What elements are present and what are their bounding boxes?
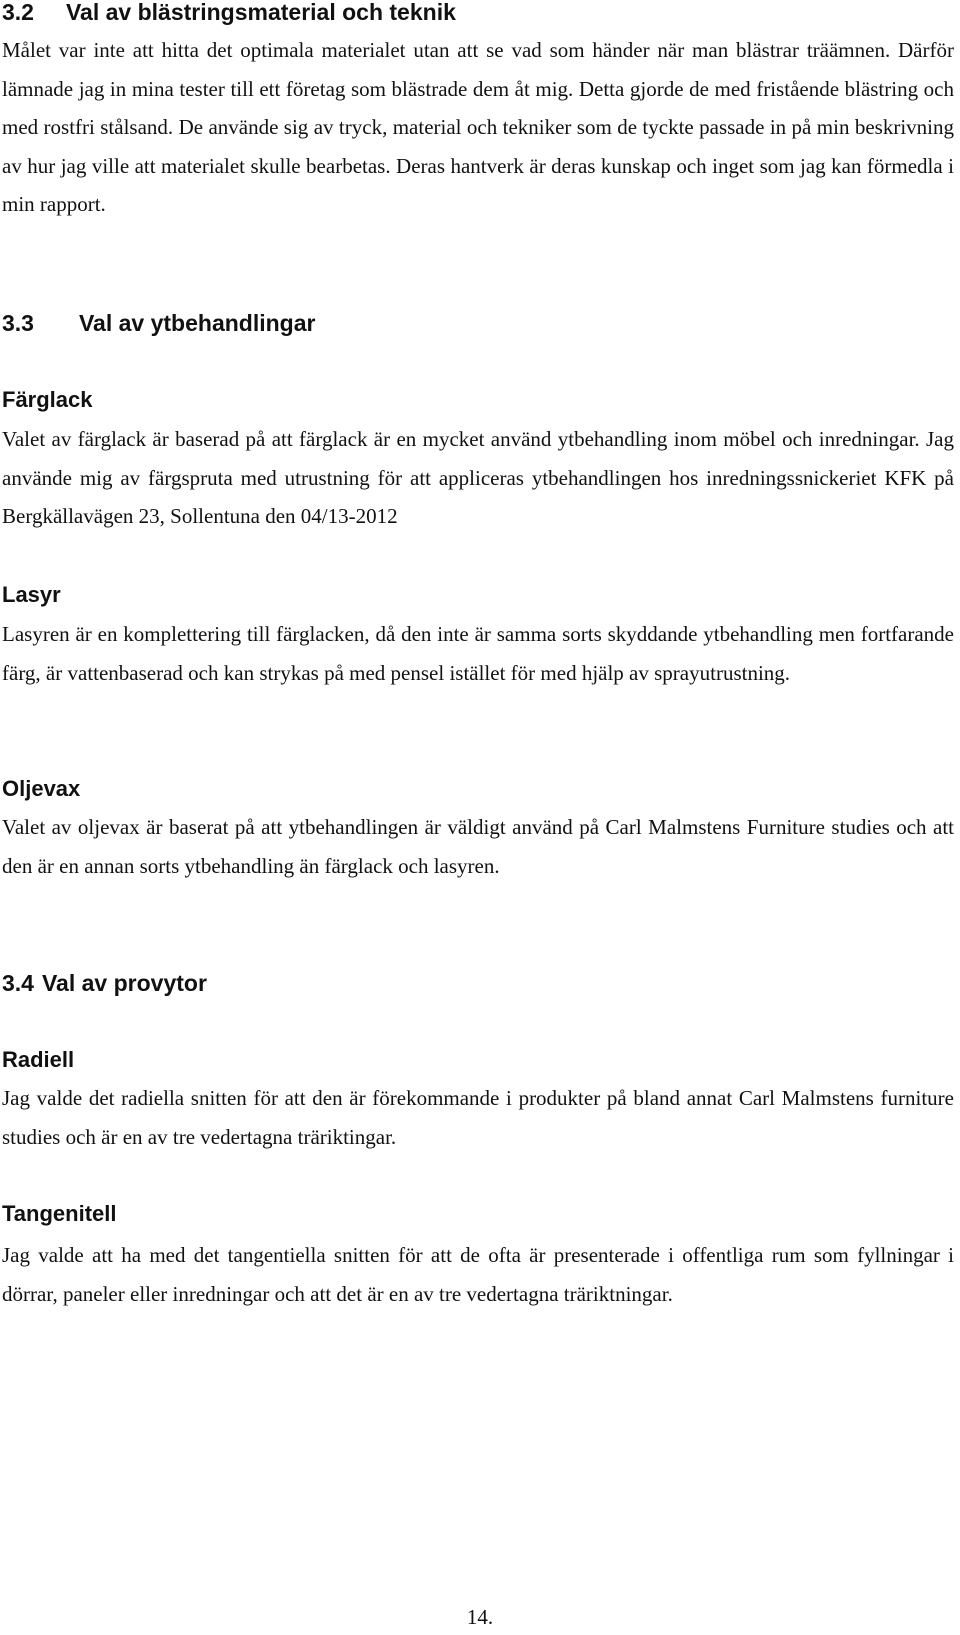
radiell-heading: Radiell xyxy=(2,1047,75,1072)
section-title: Val av provytor xyxy=(41,970,207,996)
oljevax-body: Valet av oljevax är baserat på att ytbehandlingen är väldigt använd på Carl Malmstens Furniture studies och att den är en annan sorts ytbehandling än färglack och lasyren. xyxy=(2,815,954,878)
section-3-2-heading xyxy=(2,0,456,26)
radiell-body: Jag valde det radiella snitten för att den är förekommande i produkter på bland annat Carl Malmstens furniture studies och är en av tre vedertagna träriktingar. xyxy=(2,1086,954,1149)
section-title: Val av blästringsmaterial och teknik xyxy=(65,0,456,25)
tangenitell-heading: Tangenitell xyxy=(2,1201,117,1226)
section-number: 3.2 xyxy=(2,0,34,25)
farglack-heading: Färglack xyxy=(2,387,93,412)
section-3-2-body: Målet var inte att hitta det optimala materialet utan att se vad som händer när man blästrar träämnen. Därför lämnade jag in mina tester till ett företag som blästrade dem åt mig. Detta gjorde de med fristående blästring och med rostfri stålsand. De använde sig av tryck, material och tekniker som de tyckte passade in på min beskrivning av hur jag ville att materialet skulle bearbetas. Deras hantverk är deras kunskap och inget som jag kan förmedla i min rapport. xyxy=(2,38,954,216)
section-3-4-heading xyxy=(2,969,207,997)
oljevax-heading: Oljevax xyxy=(2,776,81,801)
page-number: 14. xyxy=(466,1605,494,1629)
tangenitell-body: Jag valde att ha med det tangentiella snitten för att de ofta är presenterade i offentliga rum som fyllningar i dörrar, paneler eller inredningar och att det är en av tre vedertagna träriktningar. xyxy=(2,1243,954,1306)
section-number: 3.4 xyxy=(2,970,34,996)
section-number: 3.3 xyxy=(2,310,34,336)
section-title: Val av ytbehandlingar xyxy=(78,310,316,336)
section-3-3-heading xyxy=(2,309,315,337)
farglack-body: Valet av färglack är baserad på att färglack är en mycket använd ytbehandling inom möbel och inredningar. Jag använde mig av färgspruta med utrustning för att appliceras ytbehandlingen hos inredningssnickeriet KFK på Bergkällavägen 23, Sollentuna den 04/13-2012 xyxy=(2,427,954,528)
lasyr-body: Lasyren är en komplettering till färglacken, då den inte är samma sorts skyddande ytbehandling men fortfarande färg, är vattenbaserad och kan strykas på med pensel istället för med hjälp av sprayutrustning. xyxy=(2,622,954,685)
lasyr-heading: Lasyr xyxy=(2,582,61,607)
